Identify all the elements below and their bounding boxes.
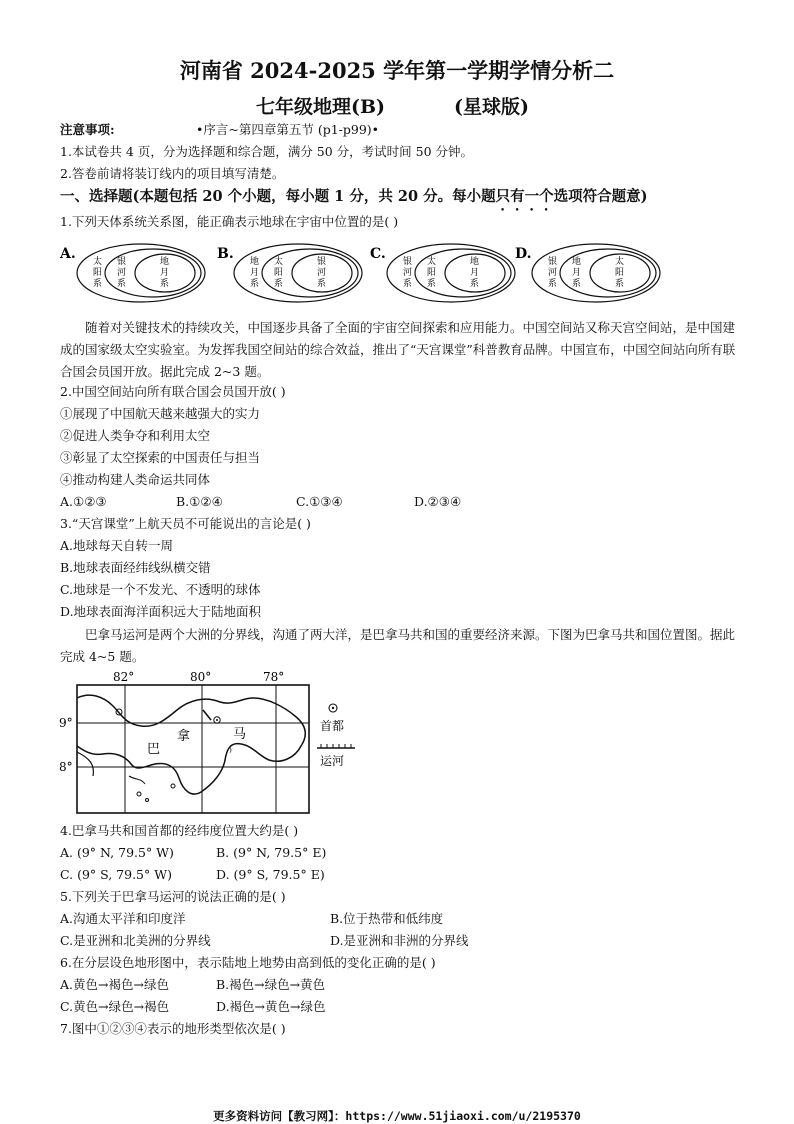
q1-label-inner: 银河系 [317, 257, 327, 289]
passage-2: 巴拿马运河是两个大洲的分界线，沟通了两大洋，是巴拿马共和国的重要经济来源。下图为巴拿马共和国位置图。据此完成 4~5 题。 [60, 627, 736, 664]
exam-edition: (星球版) [454, 96, 529, 118]
q1-option-a-diagram [59, 244, 205, 302]
passage-1: 随着对关键技术的持续攻关，中国逐步具备了全面的宇宙空间探索和应用能力。中国空间站又称天宫空间站，是中国建成的国家级太空实验室。为发挥我国空间站的综合效益，推出了“天宫课堂”科普教育品牌。中国宣布，中国空间站向所有联合国会员国开放。据此完成 2~3 题。 [60, 320, 736, 379]
q1-label-outer: 太阳系 [93, 257, 103, 289]
q2-option-b[interactable]: B.①②④ [176, 494, 223, 509]
q1-option-letter: B. [217, 246, 234, 262]
q2-option-d[interactable]: D.②③④ [414, 494, 462, 509]
q2-option-a[interactable]: A.①②③ [60, 494, 107, 509]
q5-option-a[interactable]: A.沟通太平洋和印度洋 [60, 911, 186, 926]
q2-statement: ④推动构建人类命运共同体 [60, 472, 211, 487]
country-char: 拿 [177, 729, 191, 744]
notice-scope: •序言~第四章第五节 (p1-p99)• [196, 122, 380, 137]
legend-canal: 运河 [320, 754, 345, 768]
panama-outline [77, 695, 305, 794]
q1-option-c-diagram [370, 244, 515, 302]
q2-statement: ③彰显了太空探索的中国责任与担当 [60, 450, 261, 465]
q4-option-a[interactable]: A. (9° N, 79.5° W) [60, 845, 174, 860]
country-char: 马 [233, 727, 247, 742]
q5-option-b[interactable]: B.位于热带和低纬度 [330, 911, 444, 926]
q1-option-letter: C. [370, 246, 386, 262]
section-heading [60, 188, 647, 214]
footer-link[interactable]: 更多资料访问【教习网】：https://www.51jiaoxi.com/u/2195370 [213, 1109, 581, 1123]
q4-stem: 4.巴拿马共和国首都的经纬度位置大约是( ) [60, 823, 299, 838]
q4-option-c[interactable]: C. (9° S, 79.5° W) [60, 867, 172, 882]
q1-diagram [55, 240, 695, 306]
section-heading-end: 选项符合题意) [553, 188, 648, 205]
notice-item: 2.答卷前请将装订线内的项目填写清楚。 [60, 166, 285, 181]
q1-stem: 1.下列天体系统关系图，能正确表示地球在宇宙中位置的是( ) [60, 214, 399, 229]
lat-label: 9° [59, 716, 73, 730]
q1-label-inner: 地月系 [160, 257, 170, 289]
exam-title: 河南省 2024-2025 学年第一学期学情分析二 [179, 58, 615, 83]
canal-line [203, 710, 211, 720]
panama-map [55, 668, 375, 818]
q1-label-middle: 地月系 [572, 257, 582, 289]
q6-stem: 6.在分层设色地形图中，表示陆地上地势由高到低的变化正确的是( ) [60, 955, 436, 970]
notice-item: 1.本试卷共 4 页，分为选择题和综合题，满分 50 分，考试时间 50 分钟。 [60, 144, 474, 159]
section-heading-emphasis: 只有一个 [495, 188, 554, 205]
q6-option-a[interactable]: A.黄色→褐色→绿色 [60, 977, 169, 992]
q2-statement: ②促进人类争夺和利用太空 [60, 428, 211, 443]
legend-capital: 首都 [320, 719, 345, 733]
q4-option-b[interactable]: B. (9° N, 79.5° E) [216, 845, 327, 860]
q1-option-letter: A. [60, 246, 76, 262]
q3-stem: 3.“天宫课堂”上航天员不可能说出的言论是( ) [60, 516, 311, 531]
q3-option-d[interactable]: D.地球表面海洋面积远大于陆地面积 [60, 604, 262, 619]
exam-subtitle: 七年级地理(B) [256, 96, 386, 118]
q1-option-letter: D. [515, 246, 532, 262]
q1-label-middle: 银河系 [117, 257, 127, 289]
q3-option-c[interactable]: C.地球是一个不发光、不透明的球体 [60, 582, 261, 597]
q5-option-d[interactable]: D.是亚洲和非洲的分界线 [330, 933, 469, 948]
q2-stem: 2.中国空间站向所有联合国会员国开放( ) [60, 384, 286, 399]
q6-option-b[interactable]: B.褐色→绿色→黄色 [216, 977, 326, 992]
q6-option-d[interactable]: D.褐色→黄色→绿色 [216, 999, 326, 1014]
q6-option-c[interactable]: C.黄色→绿色→褐色 [60, 999, 170, 1014]
q1-label-outer: 银河系 [548, 257, 558, 289]
q3-option-a[interactable]: A.地球每天自转一周 [60, 538, 174, 553]
q3-option-b[interactable]: B.地球表面经纬线纵横交错 [60, 560, 211, 575]
q2-statement: ①展现了中国航天越来越强大的实力 [60, 406, 261, 421]
q1-label-outer: 银河系 [403, 257, 413, 289]
q7-stem: 7.图中①②③④表示的地形类型依次是( ) [60, 1021, 286, 1036]
q5-option-c[interactable]: C.是亚洲和北美洲的分界线 [60, 933, 211, 948]
q1-label-inner: 太阳系 [615, 257, 625, 289]
q1-label-outer: 地月系 [250, 257, 260, 289]
q2-option-c[interactable]: C.①③④ [296, 494, 343, 509]
q1-label-middle: 太阳系 [427, 257, 437, 289]
notice-label: 注意事项: [60, 122, 115, 137]
section-heading-main: 一、选择题(本题包括 20 个小题，每小题 1 分，共 20 分。每小题 [60, 188, 496, 205]
q5-stem: 5.下列关于巴拿马运河的说法正确的是( ) [60, 889, 286, 904]
lon-label: 82° [113, 670, 135, 684]
q1-option-d-diagram [515, 244, 660, 302]
lon-label: 78° [263, 670, 285, 684]
q1-label-inner: 地月系 [470, 257, 480, 289]
lat-label: 8° [59, 760, 73, 774]
q1-label-middle: 太阳系 [274, 257, 284, 289]
q1-option-b-diagram [217, 244, 362, 302]
q4-option-d[interactable]: D. (9° S, 79.5° E) [216, 867, 325, 882]
svg-text:⁾: ⁾ [229, 745, 232, 759]
lon-label: 80° [190, 670, 212, 684]
country-char: 巴 [147, 742, 161, 757]
